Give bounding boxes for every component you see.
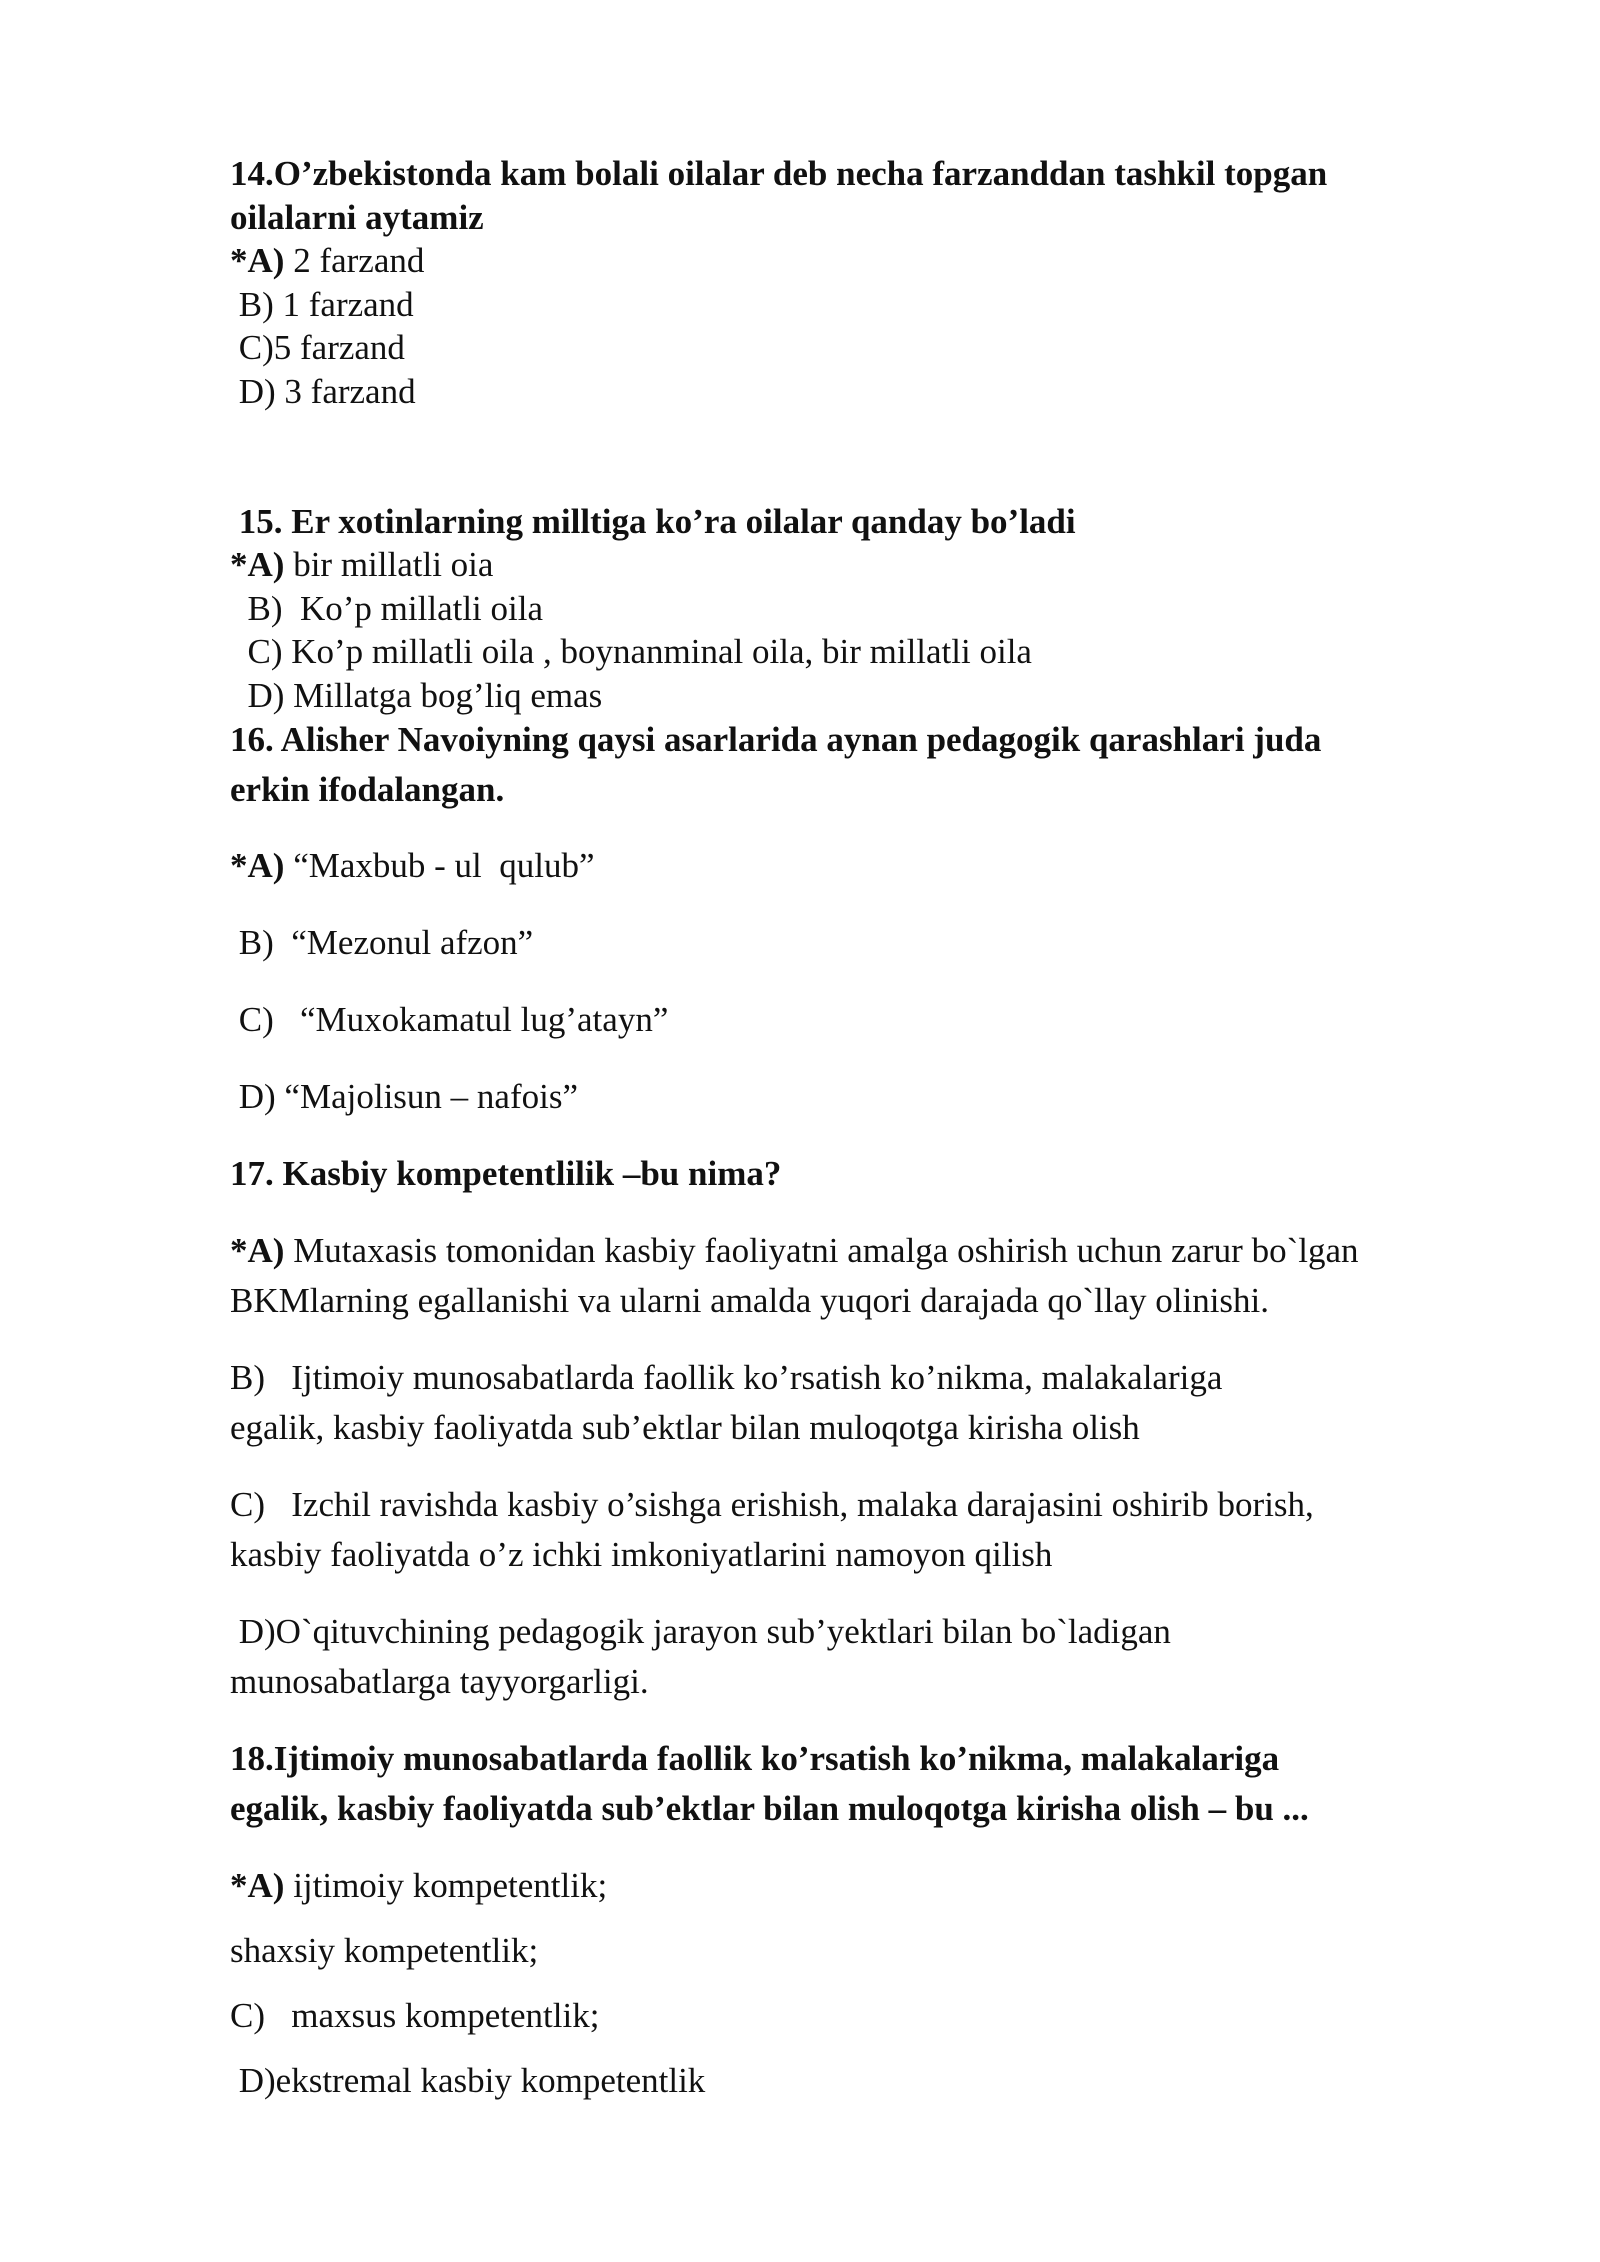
question-17-option-b-line-1: B) Ijtimoiy munosabatlarda faollik ko’rsatish ko’nikma, malakalariga — [230, 1358, 1223, 1397]
option-a-text: 2 farzand — [284, 241, 425, 280]
question-15-option-a — [230, 543, 493, 587]
question-14-option-a — [230, 239, 424, 283]
question-17-option-a-line-2: BKMlarning egallanishi va ularni amalda yuqori darajada qo`llay olinishi. — [230, 1281, 1270, 1320]
question-14-option-b: B) 1 farzand — [230, 285, 414, 324]
option-a-text: Mutaxasis tomonidan kasbiy faoliyatni amalga oshirish uchun zarur bo`lgan — [284, 1231, 1359, 1270]
question-17-option-c-line-1: C) Izchil ravishda kasbiy o’sishga erishish, malaka darajasini oshirib borish, — [230, 1485, 1314, 1524]
question-18-option-b: shaxsiy kompetentlik; — [230, 1931, 539, 1970]
question-16-option-a — [230, 844, 595, 888]
question-14-option-d: D) 3 farzand — [230, 372, 416, 411]
correct-answer-marker: *A) — [230, 1866, 285, 1905]
question-16-option-c: C) “Muxokamatul lug’atayn” — [230, 1000, 669, 1039]
question-17-option-c-line-2: kasbiy faoliyatda o’z ichki imkoniyatlarini namoyon qilish — [230, 1535, 1053, 1574]
question-17-option-d-line-2: munosabatlarga tayyorgarligi. — [230, 1662, 649, 1701]
question-18-option-a — [230, 1864, 607, 1908]
question-14-title-line-1: 14.O’zbekistonda kam bolali oilalar deb necha farzanddan tashkil topgan — [230, 154, 1328, 193]
question-16-option-b: B) “Mezonul afzon” — [230, 923, 534, 962]
question-15-option-d: D) Millatga bog’liq emas — [230, 676, 603, 715]
question-17-option-b-line-2: egalik, kasbiy faoliyatda sub’ektlar bilan muloqotga kirisha olish — [230, 1408, 1140, 1447]
option-a-text: ijtimoiy kompetentlik; — [284, 1866, 608, 1905]
question-14-title-line-2: oilalarni aytamiz — [230, 198, 484, 237]
option-a-text: “Maxbub - ul qulub” — [284, 846, 595, 885]
question-16-title-line-1: 16. Alisher Navoiyning qaysi asarlarida aynan pedagogik qarashlari juda — [230, 720, 1322, 759]
question-18-option-d: D)ekstremal kasbiy kompetentlik — [230, 2061, 706, 2100]
question-18-title-line-2: egalik, kasbiy faoliyatda sub’ektlar bilan muloqotga kirisha olish – bu ... — [230, 1789, 1309, 1828]
correct-answer-marker: *A) — [230, 241, 285, 280]
question-18-title-line-1: 18.Ijtimoiy munosabatlarda faollik ko’rsatish ko’nikma, malakalariga — [230, 1739, 1280, 1778]
question-18-option-c: C) maxsus kompetentlik; — [230, 1996, 600, 2035]
question-16-option-d: D) “Majolisun – nafois” — [230, 1077, 578, 1116]
question-16-title-line-2: erkin ifodalangan. — [230, 770, 505, 809]
question-17-title: 17. Kasbiy kompetentlilik –bu nima? — [230, 1154, 782, 1193]
question-15-title: 15. Er xotinlarning milltiga ko’ra oilalar qanday bo’ladi — [230, 502, 1076, 541]
question-17-option-a-line-1 — [230, 1229, 1359, 1273]
question-15-option-b: B) Ko’p millatli oila — [230, 589, 544, 628]
correct-answer-marker: *A) — [230, 545, 285, 584]
correct-answer-marker: *A) — [230, 1231, 285, 1270]
question-15-option-c: C) Ko’p millatli oila , boynanminal oila, bir millatli oila — [230, 632, 1032, 671]
question-14-option-c: C)5 farzand — [230, 328, 405, 367]
question-17-option-d-line-1: D)O`qituvchining pedagogik jarayon sub’yektlari bilan bo`ladigan — [230, 1612, 1171, 1651]
option-a-text: bir millatli oia — [284, 545, 494, 584]
correct-answer-marker: *A) — [230, 846, 285, 885]
